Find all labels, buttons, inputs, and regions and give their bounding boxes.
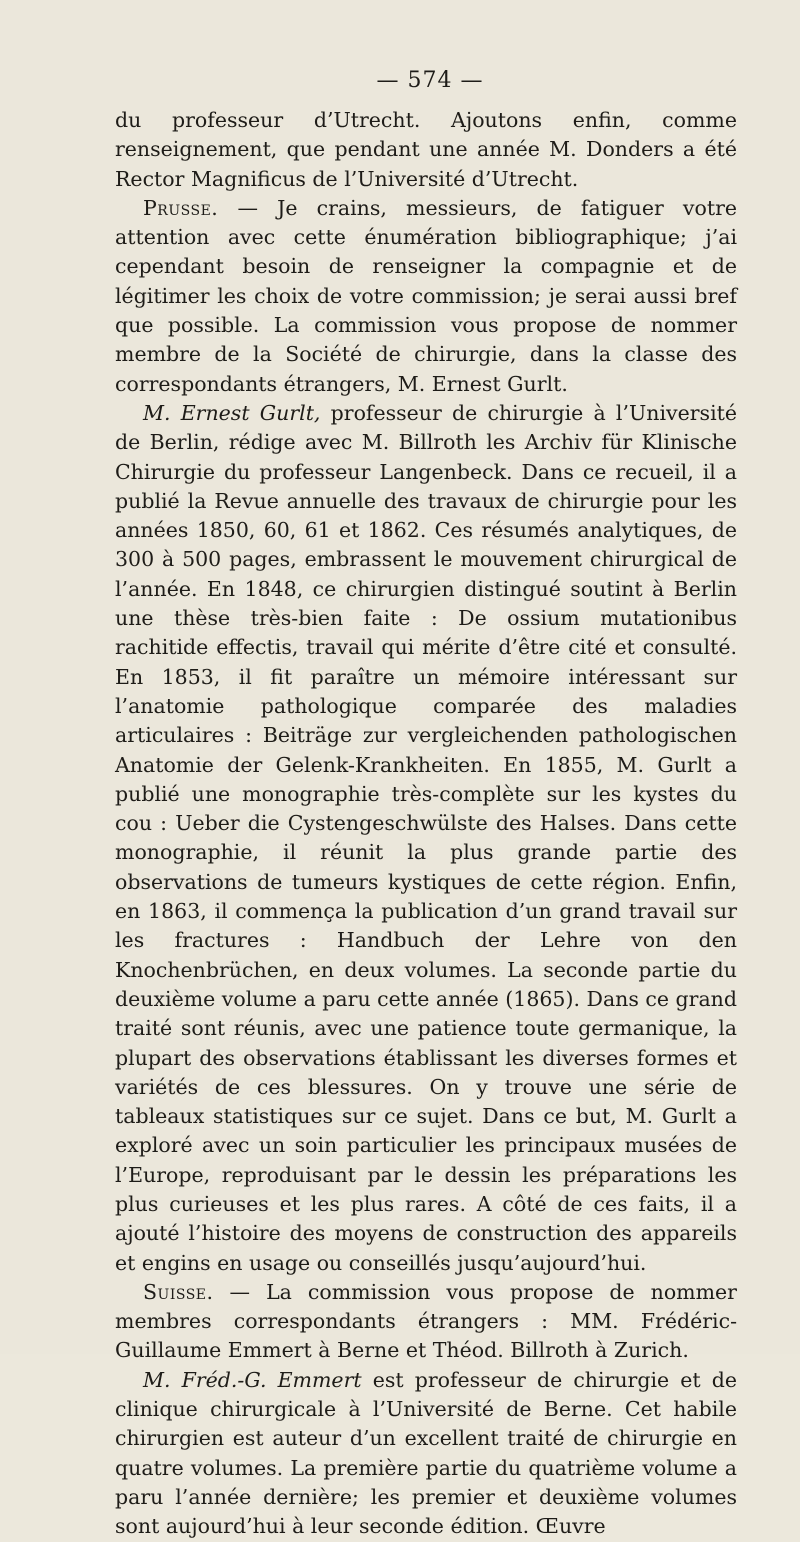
paragraph-suisse	[115, 1278, 737, 1366]
paragraph-text: est professeur de chirurgie et de clinique chirurgicale à l’Université de Berne. Cet habile chirurgien est auteur d’un excellent traité de chirurgie en quatre volumes. La première partie du quatrième volume a paru l’année dernière; les premier et deuxième volumes sont aujourd’hui à leur seconde édition. Œuvre	[115, 1367, 737, 1539]
paragraph-text: — La commission vous propose de nommer membres correspondants étrangers : MM. Frédéric-Guillaume Emmert à Berne et Théod. Billroth à Zurich.	[115, 1279, 737, 1363]
section-lead-prusse: Prusse.	[143, 195, 219, 220]
body-text	[115, 106, 737, 1542]
person-lead-emmert: M. Fréd.-G. Emmert	[143, 1367, 362, 1392]
paragraph-utrecht	[115, 106, 737, 194]
paragraph-gurlt	[115, 399, 737, 1278]
paragraph-emmert	[115, 1366, 737, 1542]
section-lead-suisse: Suisse.	[143, 1279, 214, 1304]
paragraph-text: du professeur d’Utrecht. Ajoutons enfin, comme renseignement, que pendant une année M. Donders a été Rector Magnificus de l’Université d’Utrecht.	[115, 108, 737, 191]
paragraph-text: — Je crains, messieurs, de fatiguer votre attention avec cette énumération bibliographique; j’ai cependant besoin de renseigner la compagnie et de légitimer les choix de votre commission; je serai aussi bref que possible. La commission vous propose de nommer membre de la Société de chirurgie, dans la classe des correspondants étrangers, M. Ernest Gurlt.	[115, 195, 737, 396]
page-number: — 574 —	[376, 68, 484, 93]
person-lead-gurlt: M. Ernest Gurlt,	[143, 400, 321, 425]
paragraph-prusse	[115, 194, 737, 399]
paragraph-text: professeur de chirurgie à l’Université de Berlin, rédige avec M. Billroth les Archiv für Klinische Chirurgie du professeur Langenbeck. Dans ce recueil, il a publié la Revue annuelle des travaux de chirurgie pour les années 1850, 60, 61 et 1862. Ces résumés analytiques, de 300 à 500 pages, embrassent le mouvement chirurgical de l’année. En 1848, ce chirurgien distingué soutint à Berlin une thèse très-bien faite : De ossium mutationibus rachitide effectis, travail qui mérite d’être cité et consulté. En 1853, il fit paraître un mémoire intéressant sur l’anatomie pathologique comparée des maladies articulaires : Beiträge zur vergleichenden pathologischen Anatomie der Gelenk-Krankheiten. En 1855, M. Gurlt a publié une monographie très-complète sur les kystes du cou : Ueber die Cystengeschwülste des Halses. Dans cette monographie, il réunit la plus grande partie des observations de tumeurs kystiques de cette région. Enfin, en 1863, il commença la publication d’un grand travail sur les fractures : Handbuch der Lehre von den Knochenbrüchen, en deux volumes. La seconde partie du deuxième volume a paru cette année (1865). Dans ce grand traité sont réunis, avec une patience toute germanique, la plupart des observations établissant les diverses formes et variétés de ces blessures. On y trouve une série de tableaux statistiques sur ce sujet. Dans ce but, M. Gurlt a exploré avec un soin particulier les principaux musées de l’Europe, reproduisant par le dessin les préparations les plus curieuses et les plus rares. A côté de ces faits, il a ajouté l’histoire des moyens de construction des appareils et engins en usage ou conseillés jusqu’aujourd’hui.	[115, 400, 738, 1275]
